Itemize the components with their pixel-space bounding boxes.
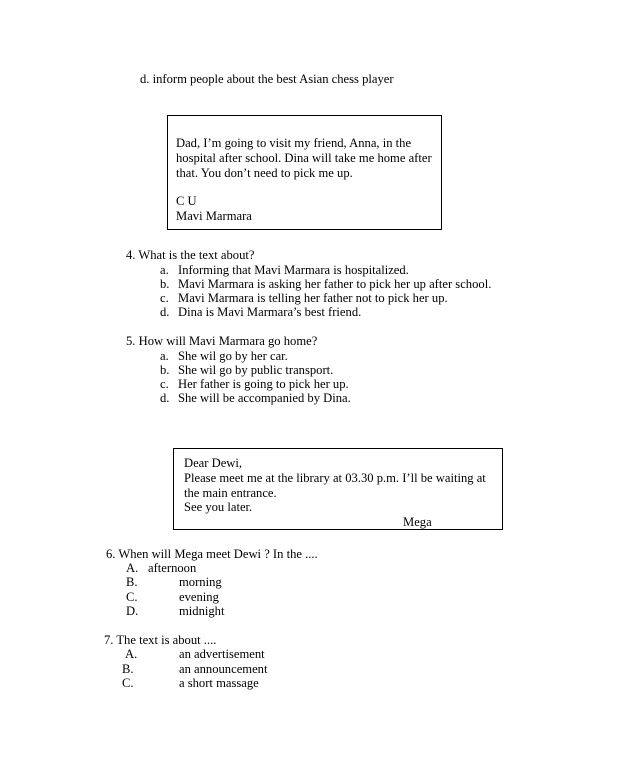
option-letter: C. — [122, 676, 134, 690]
note-closing: C U — [176, 194, 197, 208]
option-letter: d. — [160, 305, 170, 319]
option-text: She wil go by public transport. — [178, 363, 334, 377]
question-7: 7. The text is about .... — [104, 633, 217, 647]
note-line: hospital after school. Dina will take me home after — [176, 151, 432, 165]
option-letter: B. — [126, 575, 138, 589]
option-letter: a. — [160, 349, 169, 363]
note-signature: Mega — [403, 515, 432, 529]
option-text: Her father is going to pick her up. — [178, 377, 349, 391]
option-letter: A. — [126, 561, 139, 575]
option-letter: c. — [160, 377, 169, 391]
question-4: 4. What is the text about? — [126, 248, 255, 262]
option-letter: D. — [126, 604, 139, 618]
note-greeting: Dear Dewi, — [184, 456, 243, 470]
option-letter: a. — [160, 263, 169, 277]
option-text: an announcement — [179, 662, 268, 676]
question-5: 5. How will Mavi Marmara go home? — [126, 334, 318, 348]
note-line: Dad, I’m going to visit my friend, Anna, in the — [176, 136, 412, 150]
note-line: Please meet me at the library at 03.30 p.m. I’ll be waiting at — [184, 471, 486, 485]
note-line: that. You don’t need to pick me up. — [176, 166, 353, 180]
option-text: Dina is Mavi Marmara’s best friend. — [178, 305, 362, 319]
option-text: Mavi Marmara is telling her father not to pick her up. — [178, 291, 448, 305]
option-letter: C. — [126, 590, 138, 604]
option-letter: b. — [160, 363, 170, 377]
option-letter: b. — [160, 277, 170, 291]
note-box-mega — [173, 448, 503, 530]
prev-question-option-d: d. inform people about the best Asian chess player — [140, 72, 394, 86]
option-text: an advertisement — [179, 647, 265, 661]
option-letter: A. — [125, 647, 138, 661]
note-line: the main entrance. — [184, 486, 277, 500]
note-box-mavi — [167, 115, 442, 230]
option-letter: c. — [160, 291, 169, 305]
option-text: afternoon — [148, 561, 197, 575]
option-text: She wil go by her car. — [178, 349, 288, 363]
option-text: Informing that Mavi Marmara is hospitalized. — [178, 263, 409, 277]
note-line: See you later. — [184, 500, 253, 514]
option-text: a short massage — [179, 676, 259, 690]
option-text: She will be accompanied by Dina. — [178, 391, 351, 405]
option-text: morning — [179, 575, 222, 589]
note-signature: Mavi Marmara — [176, 209, 252, 223]
option-text: Mavi Marmara is asking her father to pick her up after school. — [178, 277, 492, 291]
option-text: midnight — [179, 604, 225, 618]
option-letter: B. — [122, 662, 134, 676]
question-6: 6. When will Mega meet Dewi ? In the .... — [106, 547, 318, 561]
option-text: evening — [179, 590, 219, 604]
option-letter: d. — [160, 391, 170, 405]
